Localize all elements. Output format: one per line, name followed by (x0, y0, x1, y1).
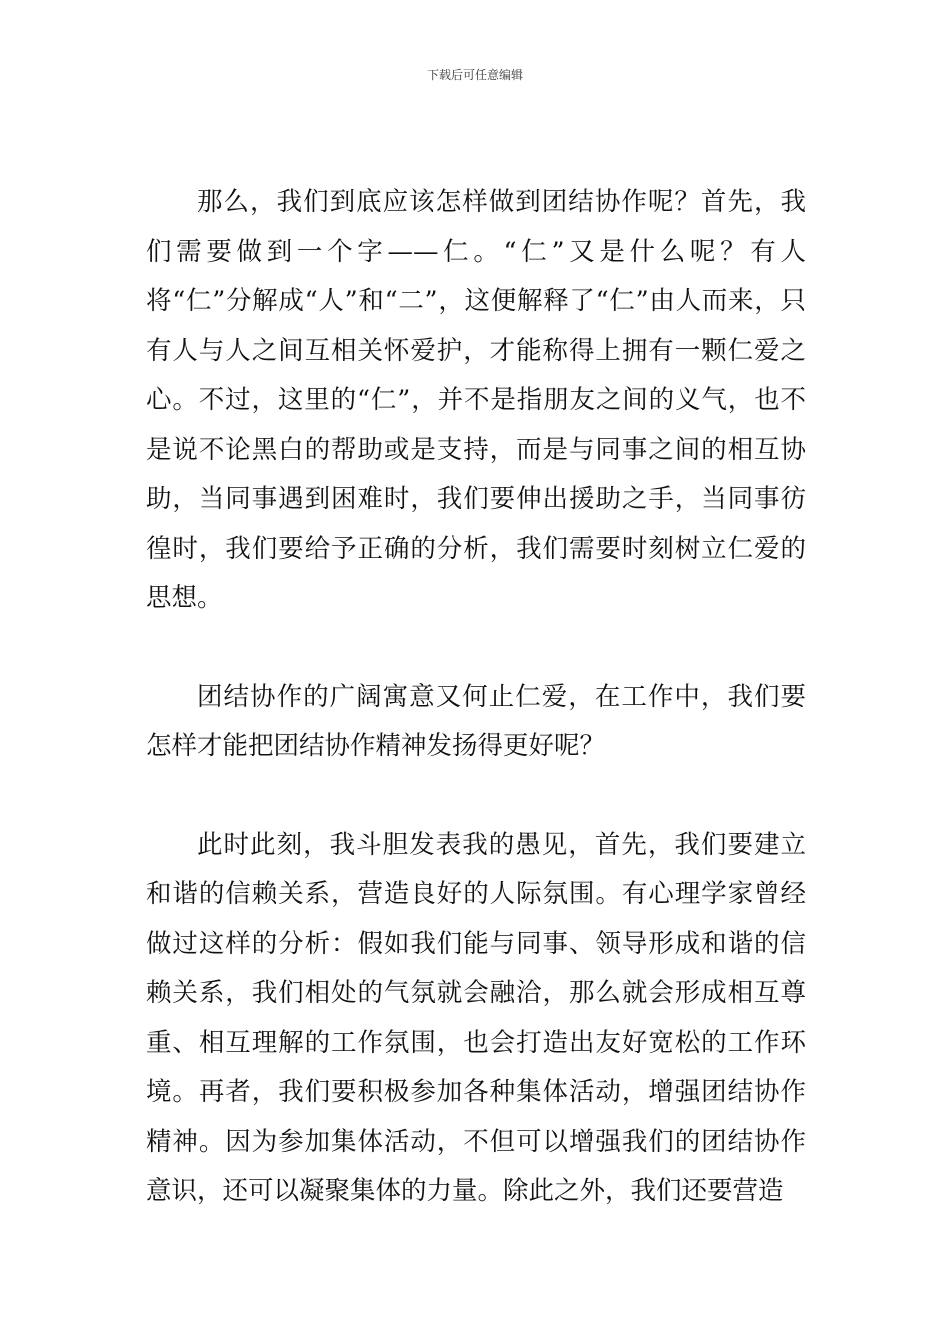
paragraph-1: 那么，我们到底应该怎样做到团结协作呢？首先，我们需要做到一个字——仁。“仁”又是什么呢？有人将“仁”分解成“人”和“二”，这便解释了“仁”由人而来，只有人与人之间互相关怀爱护，才能称得上拥有一颗仁爱之心。不过，这里的“仁”，并不是指朋友之间的义气，也不是说不论黑白的帮助或是支持，而是与同事之间的相互协助，当同事遇到困难时，我们要伸出援助之手，当同事彷徨时，我们要给予正确的分析，我们需要时刻树立仁爱的思想。 (146, 187, 806, 613)
paragraph-3: 此时此刻，我斗胆发表我的愚见，首先，我们要建立和谐的信赖关系，营造良好的人际氛围。有心理学家曾经做过这样的分析：假如我们能与同事、领导形成和谐的信赖关系，我们相处的气氛就会融洽，那么就会形成相互尊重、相互理解的工作氛围，也会打造出友好宽松的工作环境。再者，我们要积极参加各种集体活动，增强团结协作精神。因为参加集体活动，不但可以增强我们的团结协作意识，还可以凝聚集体的力量。除此之外，我们还要营造 (146, 829, 806, 1206)
document-body (146, 178, 806, 1217)
download-note: 下载后可任意编辑 (426, 68, 523, 82)
paragraph-2: 团结协作的广阔寓意又何止仁爱，在工作中，我们要怎样才能把团结协作精神发扬得更好呢？ (146, 681, 806, 761)
